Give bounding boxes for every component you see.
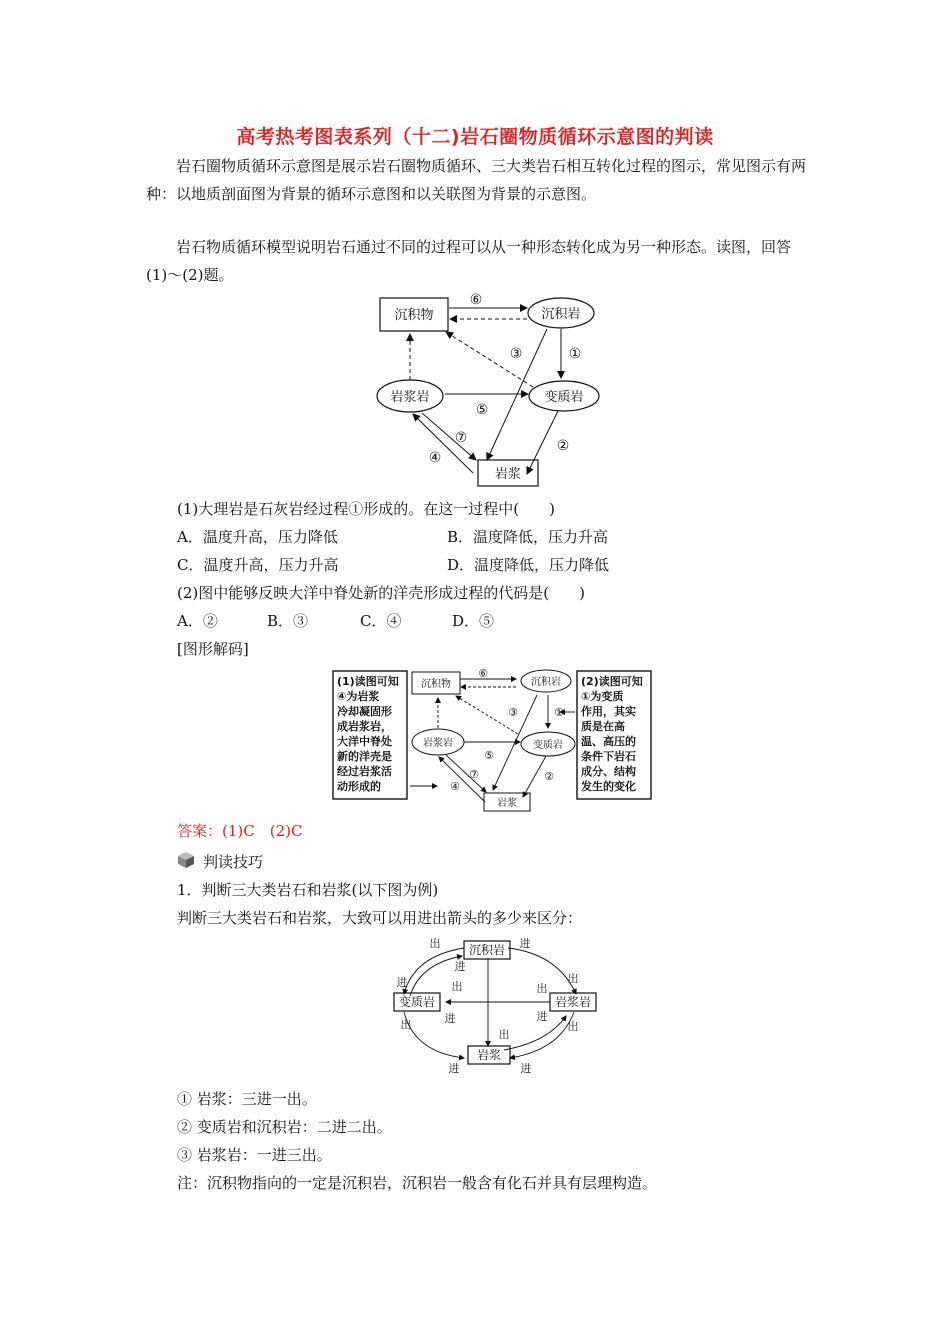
right-note-line: 条件下岩石: [581, 750, 636, 763]
right-note-line: 质是在高: [581, 720, 625, 733]
d3-node-magma: 岩浆: [476, 1048, 502, 1062]
section1-title: 1．判断三大类岩石和岩浆(以下图为例): [177, 881, 439, 899]
label-3: ③: [509, 346, 523, 362]
d2-label-6: ⑥: [478, 668, 488, 680]
q2-option-d: D．⑤: [452, 612, 495, 630]
q1-option-a: A．温度升高，压力降低: [177, 528, 338, 546]
label-in: 进: [519, 937, 531, 950]
q1-option-b: B．温度降低，压力升高: [447, 528, 609, 546]
d2-node-igneous-rock: 岩浆岩: [423, 738, 453, 749]
label-4: ④: [428, 450, 442, 466]
rock-cycle-diagram: [370, 290, 620, 490]
label-out: 出: [429, 937, 441, 950]
q1-stem: (1)大理岩是石灰岩经过程①形成的。在这一过程中( ): [177, 500, 555, 518]
q1-option-c: C．温度升高，压力升高: [177, 556, 339, 574]
left-note-line: (1)读图可知: [337, 675, 399, 688]
d2-label-5: ⑤: [484, 749, 494, 762]
d2-label-1: ①: [554, 706, 564, 719]
d2-label-4: ④: [450, 780, 460, 793]
left-note-line: 冷却凝固形: [337, 705, 392, 718]
answer-value: (1)C (2)C: [222, 822, 303, 840]
skill-heading: 判读技巧: [203, 853, 264, 871]
label-6: ⑥: [469, 292, 483, 308]
question-intro: 岩石物质循环模型说明岩石通过不同的过程可以从一种形态转化成为另一种形态。读图，回答(1)～(2)题。: [146, 238, 792, 284]
label-out: 出: [400, 1018, 412, 1031]
label-out: 出: [498, 1028, 510, 1041]
d3-node-sedimentary-rock: 沉积岩: [468, 943, 506, 957]
point-metamorphic-sedimentary: ② 变质岩和沉积岩：二进二出。: [177, 1118, 392, 1136]
left-note-line: 大洋中脊处: [337, 735, 392, 748]
q2-stem: (2)图中能够反映大洋中脊处新的洋壳形成过程的代码是( ): [177, 584, 585, 602]
d3-node-igneous-rock: 岩浆岩: [554, 995, 592, 1009]
label-in: 进: [444, 1012, 456, 1025]
q1-option-d: D．温度降低，压力降低: [447, 556, 610, 574]
q2-option-b: B．③: [267, 612, 309, 630]
label-5: ⑤: [475, 402, 489, 418]
intro-paragraph: 岩石圈物质循环示意图是展示岩石圈物质循环、三大类岩石相互转化过程的图示，常见图示有两种：以地质剖面图为背景的循环示意图和以关联图为背景的示意图。: [146, 157, 807, 203]
left-note-line: 动形成的: [337, 780, 381, 793]
q2-option-a: A．②: [177, 612, 218, 630]
answer-label: 答案：: [177, 822, 223, 840]
label-in: 进: [454, 960, 466, 973]
d2-node-metamorphic-rock: 变质岩: [533, 740, 563, 751]
right-note-line: 成分、结构: [581, 765, 636, 778]
d2-label-7: ⑦: [469, 768, 479, 781]
label-7: ⑦: [454, 430, 468, 446]
left-note-line: ④为岩浆: [337, 690, 380, 703]
label-out: 出: [567, 1020, 579, 1033]
label-out: 出: [567, 972, 579, 985]
label-2: ②: [556, 438, 570, 454]
left-note-line: 新的洋壳是: [337, 750, 392, 763]
label-in: 进: [520, 1062, 532, 1075]
decode-label: [图形解码]: [177, 640, 249, 658]
point-igneous: ③ 岩浆岩：一进三出。: [177, 1146, 332, 1164]
point-magma: ① 岩浆：三进一出。: [177, 1090, 317, 1108]
right-note-line: 作用，其实: [581, 705, 636, 718]
section1-text: 判断三大类岩石和岩浆，大致可以用进出箭头的多少来区分：: [177, 909, 583, 927]
q2-option-c: C．④: [360, 612, 402, 630]
note: 注：沉积物指向的一定是沉积岩，沉积岩一般含有化石并具有层理构造。: [177, 1174, 658, 1192]
label-1: ①: [568, 346, 582, 362]
label-in: 进: [536, 1010, 548, 1023]
left-note-line: 成岩浆岩，: [337, 720, 392, 733]
cube-icon: [177, 851, 195, 869]
node-magma: 岩浆: [494, 467, 522, 482]
answer: [177, 821, 302, 841]
label-out: 出: [536, 982, 548, 995]
decoded-diagram: [330, 668, 660, 813]
label-in: 进: [396, 976, 408, 989]
d2-node-magma: 岩浆: [497, 798, 517, 809]
d2-node-sediment: 沉积物: [421, 679, 451, 690]
page-title: 高考热考图表系列（十二)岩石圈物质循环示意图的判读: [236, 126, 714, 148]
d2-node-sedimentary-rock: 沉积岩: [531, 677, 561, 688]
d3-node-metamorphic-rock: 变质岩: [398, 995, 436, 1009]
label-out: 出: [451, 980, 463, 993]
node-sedimentary-rock: 沉积岩: [541, 307, 581, 322]
right-note-line: ①为变质: [581, 690, 624, 703]
left-note-line: 经过岩浆活: [337, 765, 392, 778]
right-note-line: 温、高压的: [581, 735, 636, 748]
d2-label-2: ②: [544, 770, 554, 783]
right-note-line: 发生的变化: [581, 780, 636, 793]
d2-label-3: ③: [508, 706, 518, 719]
node-metamorphic-rock: 变质岩: [544, 390, 584, 405]
right-note-line: (2)读图可知: [581, 675, 643, 688]
label-in: 进: [448, 1062, 460, 1075]
node-sediment: 沉积物: [394, 308, 434, 323]
in-out-diagram: [380, 932, 600, 1080]
node-igneous-rock: 岩浆岩: [390, 390, 430, 405]
